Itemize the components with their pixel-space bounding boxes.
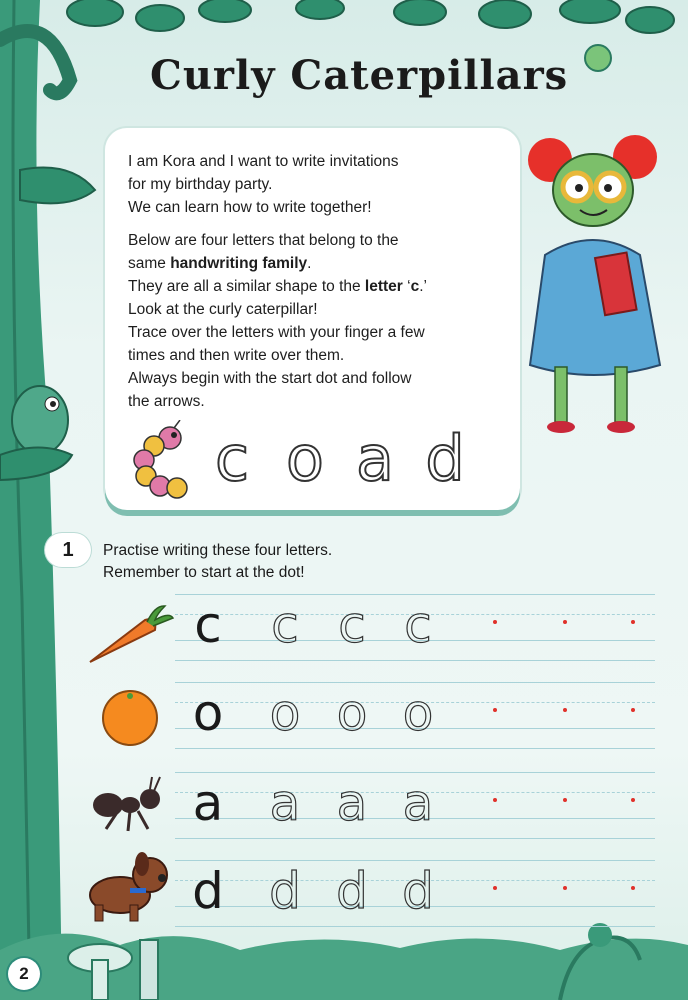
bubble-line-part: They are all a similar shape to the: [128, 278, 365, 295]
trace-letter[interactable]: o: [336, 684, 368, 742]
practice-row-d: [175, 858, 655, 928]
bubble-line-part: .’: [419, 278, 427, 295]
trace-letter[interactable]: o: [402, 684, 434, 742]
bubble-line: the arrows.: [128, 393, 205, 410]
practice-row-a: [175, 770, 655, 840]
instruction-line: Practise writing these four letters.: [103, 542, 333, 559]
start-dot[interactable]: [563, 798, 567, 802]
dog-icon: [80, 850, 175, 925]
instruction-line: Remember to start at the dot!: [103, 564, 305, 581]
start-dot[interactable]: [563, 620, 567, 624]
bubble-line: times and then write over them.: [128, 347, 345, 364]
intro-line: I am Kora and I want to write invitations: [128, 153, 399, 170]
handwriting-family-term: handwriting family: [170, 255, 308, 272]
bubble-line: Always begin with the start dot and follow: [128, 370, 412, 387]
model-letter: d: [192, 862, 224, 920]
trace-letter[interactable]: a: [336, 774, 368, 832]
start-dot[interactable]: [563, 708, 567, 712]
sample-letter-a: a: [356, 422, 394, 495]
start-dot[interactable]: [493, 886, 497, 890]
page-number: 2: [8, 958, 40, 990]
trace-letter[interactable]: d: [269, 862, 301, 920]
letter-term: letter: [364, 278, 403, 295]
carrot-icon: [85, 600, 175, 670]
bubble-line: Trace over the letters with your finger a few: [128, 324, 425, 341]
trace-letter[interactable]: a: [269, 774, 301, 832]
sample-letters: [130, 420, 490, 500]
sample-letter-c: c: [214, 422, 250, 495]
intro-line: for my birthday party.: [128, 176, 273, 193]
bubble-line-part: same: [128, 255, 171, 272]
trace-letter[interactable]: a: [402, 774, 434, 832]
trace-letter[interactable]: d: [336, 862, 368, 920]
start-dot[interactable]: [631, 620, 635, 624]
start-dot[interactable]: [563, 886, 567, 890]
bubble-line-part: .: [307, 255, 312, 272]
start-dot[interactable]: [493, 708, 497, 712]
exercise-instructions: [103, 540, 503, 584]
letter-c-term: c: [410, 278, 420, 295]
sample-letter-d: d: [425, 422, 465, 495]
caterpillar-icon: [130, 420, 205, 500]
bubble-line: Below are four letters that belong to the: [128, 232, 399, 249]
trace-letter[interactable]: c: [404, 596, 432, 654]
page-title: Curly Caterpillars: [150, 52, 569, 99]
intro-line: We can learn how to write together!: [128, 199, 372, 216]
practice-row-o: [175, 680, 655, 750]
start-dot[interactable]: [493, 798, 497, 802]
speech-bubble-text: [128, 150, 508, 423]
bubble-line: Look at the curly caterpillar!: [128, 301, 318, 318]
start-dot[interactable]: [631, 708, 635, 712]
intro-paragraph: [128, 150, 508, 219]
bubble-line: [128, 275, 508, 298]
bubble-line: [128, 252, 508, 275]
kora-character: [515, 135, 680, 435]
ant-icon: [88, 775, 168, 835]
exercise-number: 1: [45, 533, 91, 567]
model-letter: c: [194, 596, 222, 654]
sample-letter-o: o: [286, 422, 324, 495]
instruction-paragraph: [128, 229, 508, 413]
trace-letter[interactable]: o: [269, 684, 301, 742]
practice-rows: [175, 592, 655, 932]
practice-row-c: [175, 592, 655, 662]
model-letter: o: [192, 684, 224, 742]
start-dot[interactable]: [493, 620, 497, 624]
model-letter: a: [192, 774, 224, 832]
trace-letter[interactable]: d: [402, 862, 434, 920]
start-dot[interactable]: [631, 798, 635, 802]
trace-letter[interactable]: c: [271, 596, 299, 654]
start-dot[interactable]: [631, 886, 635, 890]
trace-letter[interactable]: c: [338, 596, 366, 654]
orange-icon: [100, 688, 160, 748]
bubble-line-part: ‘: [402, 278, 411, 295]
